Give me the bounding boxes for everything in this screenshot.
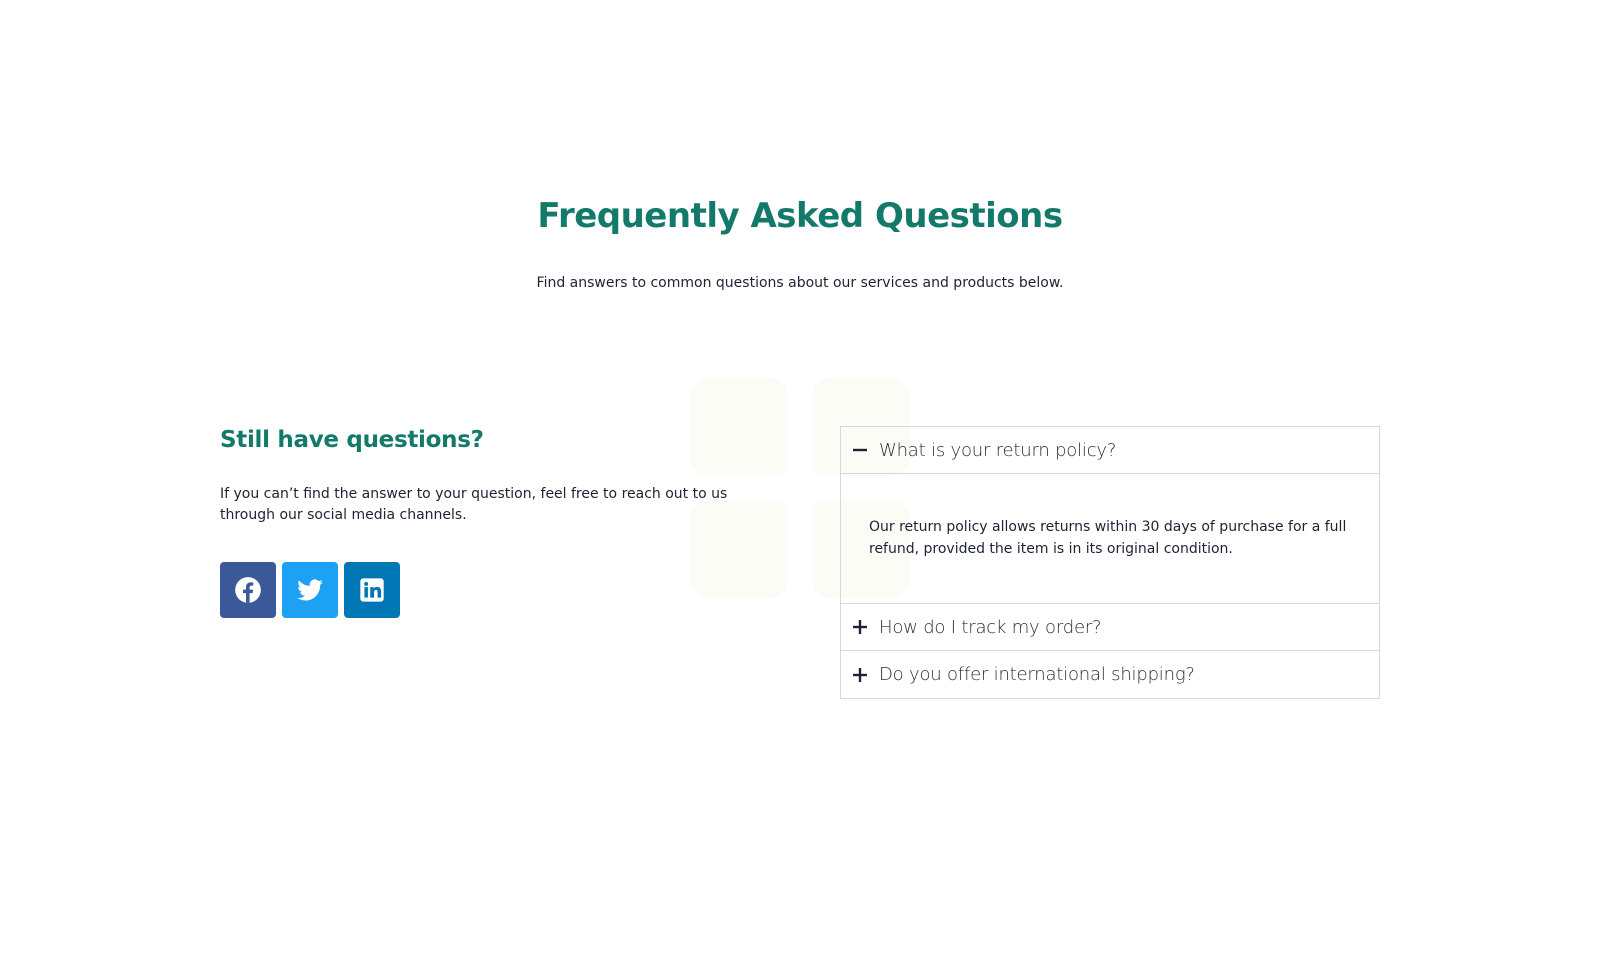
page-subtitle: Find answers to common questions about our services and products below. [536, 275, 1064, 291]
faq-item-international-shipping[interactable] [841, 651, 1379, 698]
social-links [220, 562, 765, 618]
facebook-icon [234, 576, 262, 604]
contact-title: Still have questions? [220, 427, 484, 453]
plus-icon [853, 620, 867, 634]
faq-question: What is your return policy? [879, 439, 1117, 461]
faq-item-return-policy[interactable] [841, 427, 1379, 474]
linkedin-button[interactable] [344, 562, 400, 618]
linkedin-icon [358, 576, 386, 604]
faq-item-track-order[interactable] [841, 604, 1379, 651]
faq-answer: Our return policy allows returns within 30 days of purchase for a full refund, provided the item is in its original condition. [841, 474, 1379, 604]
minus-icon [853, 443, 867, 457]
facebook-button[interactable] [220, 562, 276, 618]
contact-text: If you can’t find the answer to your question, feel free to reach out to us through our social media channels. [220, 486, 728, 523]
contact-section [220, 420, 765, 618]
twitter-icon [296, 576, 324, 604]
faq-question: Do you offer international shipping? [879, 664, 1195, 685]
faq-accordion [840, 426, 1380, 699]
twitter-button[interactable] [282, 562, 338, 618]
plus-icon [853, 668, 867, 682]
faq-question: How do I track my order? [879, 616, 1102, 638]
page-title: Frequently Asked Questions [537, 196, 1063, 236]
